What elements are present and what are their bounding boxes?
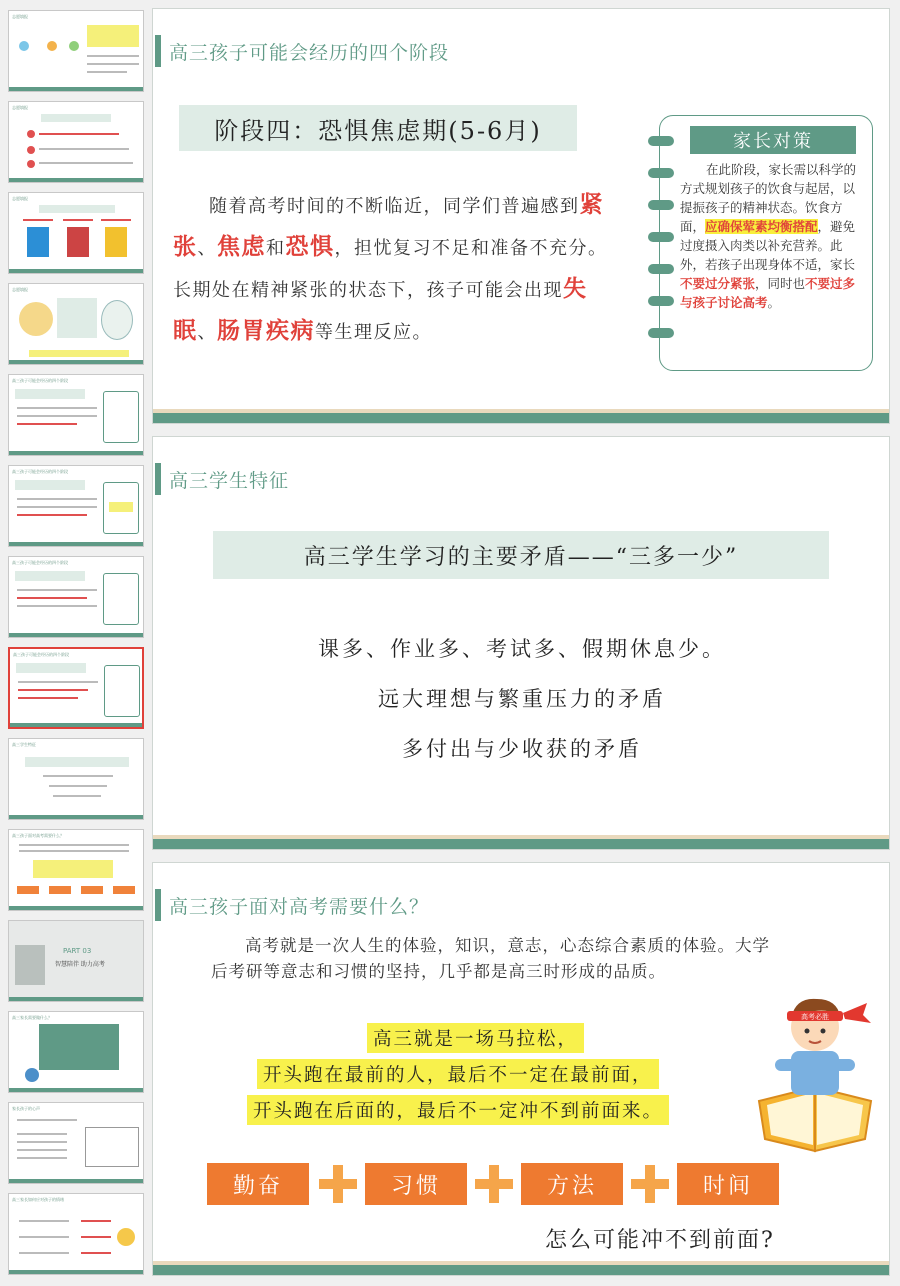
marathon-line-3: 开头跑在后面的，最后不一定冲不到前面来。 (247, 1095, 669, 1125)
notebook-ring (648, 328, 674, 338)
thumbnail-title: 高三家长需要做什么？ (12, 1015, 52, 1020)
needs-description: 高考就是一次人生的体验，知识，意志，心态综合素质的体验。大学后考研等意志和习惯的坚持，几乎都是高三时形成的品质。 (211, 936, 770, 981)
slide-exam-needs[interactable] (152, 862, 890, 1276)
slide-title: 高三孩子可能会经历的四个阶段 (169, 41, 450, 64)
thumbnail-title: 高三孩子可能会经历的四个阶段 (12, 378, 68, 383)
thumbnail-title: 志愿填报 (12, 196, 28, 201)
slide-thumbnail-1[interactable] (8, 10, 144, 92)
strategy-text: ，同时也 (755, 276, 806, 291)
keyword-tension: 紧张 (173, 191, 604, 260)
student-reading-illustration (745, 989, 885, 1157)
key-box-diligence: 勤奋 (207, 1163, 309, 1205)
header-accent-bar (155, 889, 161, 921)
notebook-ring (648, 168, 674, 178)
marathon-line-2: 开头跑在最前的人，最后不一定在最前面， (257, 1059, 659, 1089)
highlight-not-nervous: 不要过分紧张 (680, 276, 756, 291)
stage-description (173, 185, 613, 353)
notebook-ring (648, 136, 674, 146)
desc-sep: 、 (197, 238, 217, 259)
slide-thumbnail-12[interactable] (8, 1011, 144, 1093)
slide-thumbnail-4[interactable] (8, 283, 144, 365)
thumbnail-title: 高三孩子可能会经历的四个阶段 (12, 469, 68, 474)
keyword-gastro: 肠胃疾病 (217, 317, 315, 344)
thumbnail-title: 志愿填报 (12, 14, 28, 19)
thumbnail-title: 高三孩子面对高考需要什么？ (12, 833, 64, 838)
slide-thumbnail-3[interactable] (8, 192, 144, 274)
closing-question: 怎么可能冲不到前面? (545, 1228, 775, 1253)
slide-header (155, 35, 449, 67)
thumbnail-title: 高三学生特征 (12, 742, 36, 747)
slide-thumbnail-6[interactable] (8, 465, 144, 547)
thumbnail-title: 志愿填报 (12, 287, 28, 292)
slide-title: 高三孩子面对高考需要什么？ (169, 895, 430, 918)
thumbnail-part-label: PART 03 (63, 947, 92, 955)
feature-line-3: 多付出与少收获的矛盾 (402, 737, 642, 761)
plus-icon (475, 1165, 513, 1203)
parent-strategy-text (680, 160, 866, 312)
key-box-habit: 习惯 (365, 1163, 467, 1205)
thumbnail-part-subtitle: 智慧陪伴 助力高考 (55, 961, 105, 968)
plus-icon (319, 1165, 357, 1203)
slide-student-features[interactable] (152, 436, 890, 850)
slide-header (155, 889, 429, 921)
slide-thumbnail-9[interactable] (8, 738, 144, 820)
thumbnail-title: 志愿填报 (12, 105, 28, 110)
desc-and: 和 (266, 238, 286, 259)
key-box-time: 时间 (677, 1163, 779, 1205)
thumbnail-title: 高三家长如何应对孩子的情绪 (12, 1197, 64, 1202)
headband-text: 高考必胜 (801, 1013, 829, 1021)
slide-thumbnail-2[interactable] (8, 101, 144, 183)
desc-text: 随着高考时间的不断临近，同学们普遍感到 (209, 196, 580, 217)
feature-line-2: 远大理想与繁重压力的矛盾 (378, 687, 666, 711)
slide-thumbnail-13[interactable] (8, 1102, 144, 1184)
slide-thumbnail-10[interactable] (8, 829, 144, 911)
slide-thumbnail-8-selected[interactable] (8, 647, 144, 729)
desc-sep: 、 (197, 322, 217, 343)
keyword-fear: 恐惧 (285, 233, 335, 260)
keyword-insomnia: 失眠 (173, 275, 588, 344)
slide-footer-band (153, 835, 889, 849)
stage-title: 阶段四：恐惧焦虑期(5-6月) (214, 116, 542, 145)
header-accent-bar (155, 463, 161, 495)
desc-text: 等生理反应。 (315, 322, 432, 343)
slide-header (155, 463, 289, 495)
desc-text: ，担忧复习不足和准备不充分。长期处在精神紧张的状态下，孩子可能会出现 (173, 238, 608, 301)
strategy-text: 在此阶段，家长需以科学的方式规划孩子的饮食与起居，以提振孩子的精神状态。饮食方面， (680, 162, 857, 234)
notebook-ring (648, 296, 674, 306)
parent-strategy-title: 家长对策 (690, 126, 856, 154)
strategy-text: ，避免过度摄入肉类以补充营养。此外，若孩子出现身体不适，家长 (680, 219, 856, 272)
feature-title: 高三学生学习的主要矛盾——“三多一少” (303, 544, 739, 570)
marathon-line-1: 高三就是一场马拉松， (367, 1023, 584, 1053)
slide-stage-four[interactable] (152, 8, 890, 424)
slide-thumbnail-11[interactable] (8, 920, 144, 1002)
thumbnail-title: 高三孩子可能会经历的四个阶段 (13, 652, 69, 657)
header-accent-bar (155, 35, 161, 67)
highlight-balanced-diet: 应确保荤素均衡搭配 (705, 219, 818, 234)
notebook-ring (648, 264, 674, 274)
slide-thumbnail-panel (0, 0, 150, 1286)
keyword-anxiety: 焦虑 (217, 233, 266, 260)
slide-footer-band (153, 409, 889, 423)
notebook-ring (648, 200, 674, 210)
stage-title-box (179, 105, 577, 151)
notebook-ring (648, 232, 674, 242)
key-box-method: 方法 (521, 1163, 623, 1205)
strategy-text: 。 (767, 295, 781, 310)
thumbnail-title: 高三孩子可能会经历的四个阶段 (12, 560, 68, 565)
slide-footer-band (153, 1261, 889, 1275)
feature-line-1: 课多、作业多、考试多、假期休息少。 (318, 637, 726, 661)
highlight-not-discuss: 不要过多与孩子讨论高考 (680, 276, 856, 310)
slide-thumbnail-14[interactable] (8, 1193, 144, 1275)
slide-thumbnail-7[interactable] (8, 556, 144, 638)
thumbnail-title: 家长孩子的心声 (12, 1106, 40, 1111)
slide-thumbnail-5[interactable] (8, 374, 144, 456)
parent-strategy-notebook (659, 115, 873, 371)
slide-title: 高三学生特征 (169, 469, 290, 492)
plus-icon (631, 1165, 669, 1203)
feature-title-box (213, 531, 829, 579)
